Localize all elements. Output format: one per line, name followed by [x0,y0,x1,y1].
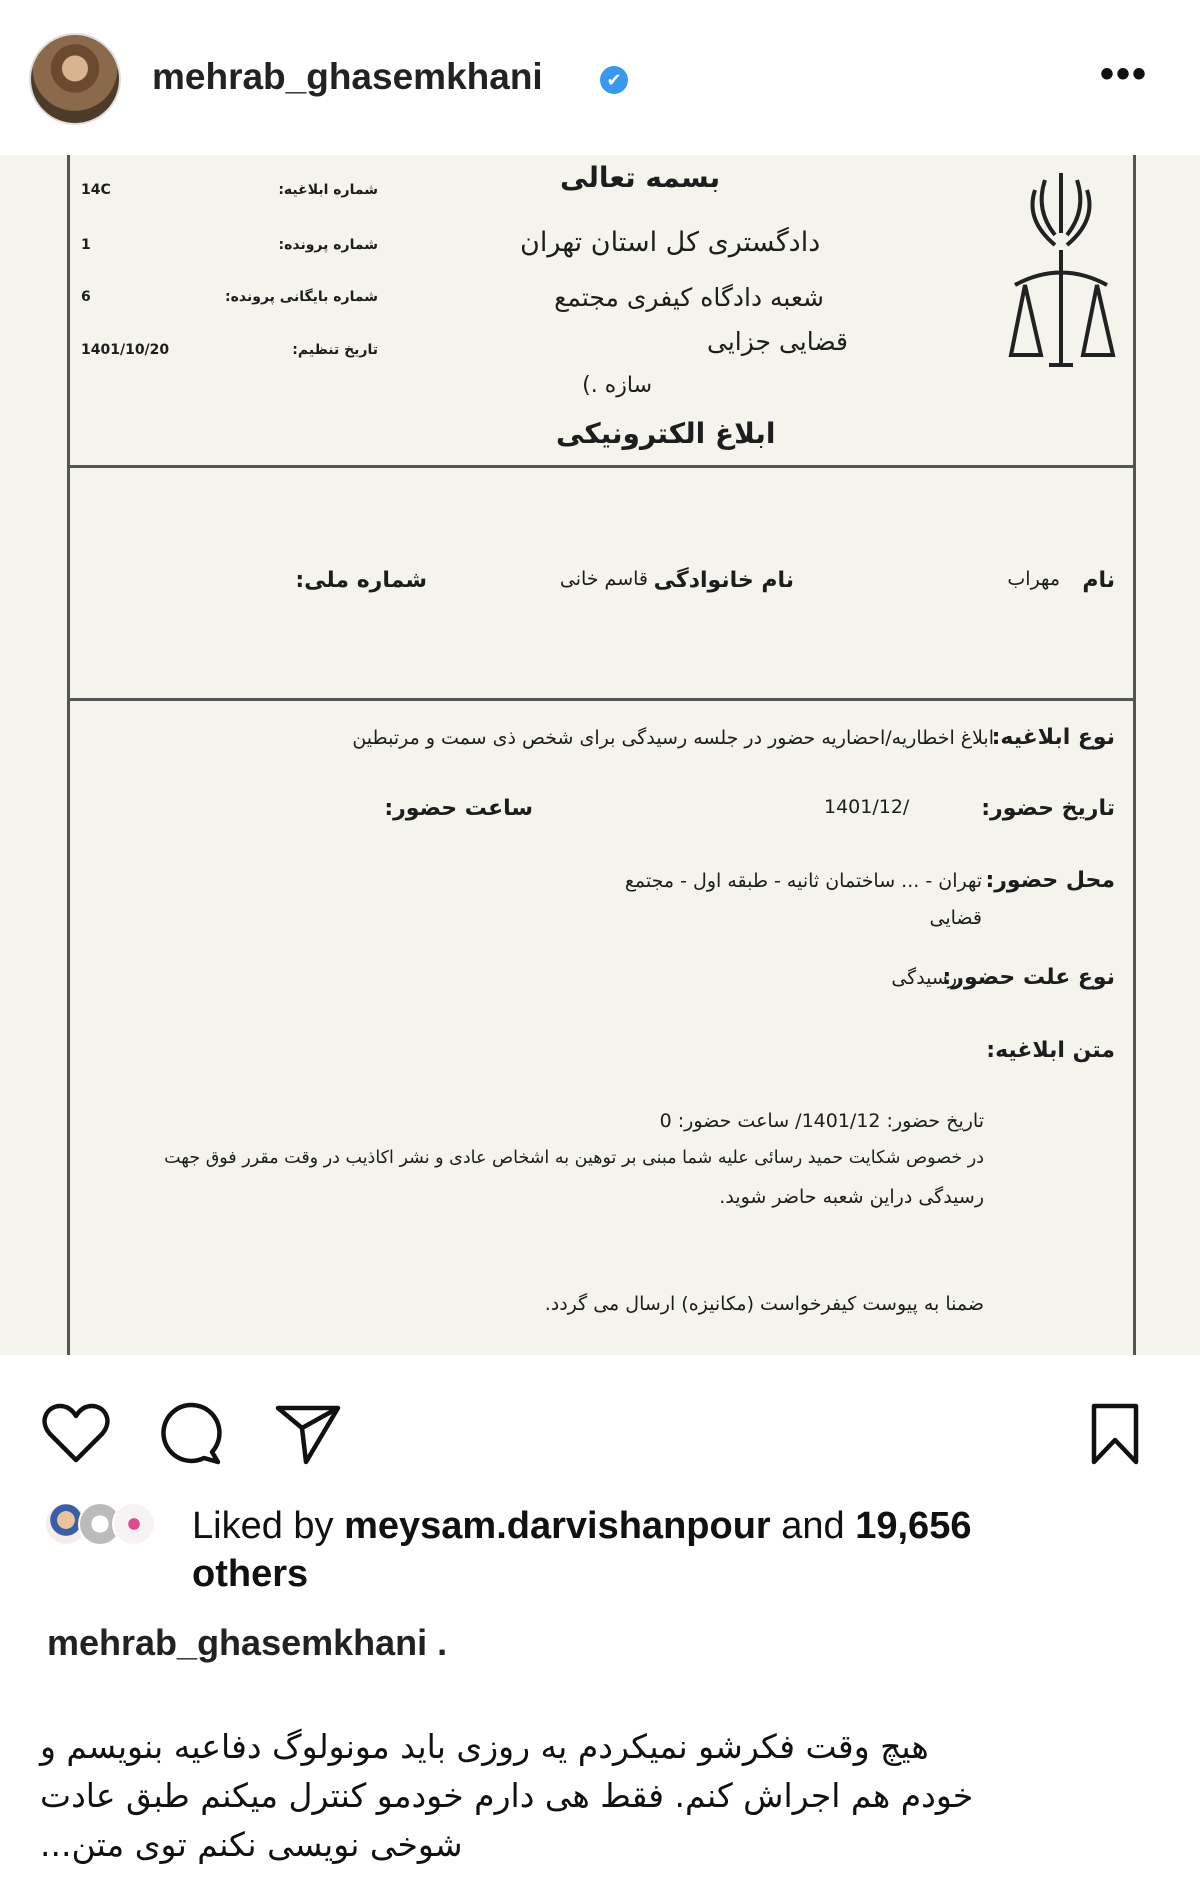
notice-type-label: نوع ابلاغیه: [991,725,1115,750]
first-name-label: نام [1082,568,1115,593]
meta-label: تاریخ تنظیم: [292,342,378,358]
date-value: 1401/12/ [824,796,910,818]
body-line: ضمنا به پیوست کیفرخواست (مکانیزه) ارسال می گردد. [544,1293,984,1315]
time-label: ساعت حضور: [384,796,533,821]
comment-icon[interactable] [158,1402,224,1466]
share-send-icon[interactable] [274,1402,342,1466]
border-line [67,155,70,1355]
body-line: رسیدگی دراین شعبه حاضر شوید. [719,1186,984,1208]
liked-by-text [192,1502,1092,1598]
likes-others[interactable]: others [192,1553,309,1595]
liked-middle: and [770,1505,856,1547]
date-label: تاریخ حضور: [981,796,1115,821]
doc-title-court: دادگستری کل استان تهران [520,227,821,258]
doc-heading: ابلاغ الکترونیکی [556,417,776,450]
post-image-document[interactable] [0,155,1200,1355]
liker-username-link[interactable]: meysam.darvishanpour [344,1505,771,1547]
last-name-value: قاسم خانی [559,568,648,590]
last-name-label: نام خانوادگی [653,568,794,593]
body-line: تاریخ حضور: 1401/12/ ساعت حضور: 0 [659,1110,984,1132]
meta-value: 14C [81,182,111,198]
more-options-button[interactable]: ••• [1099,52,1148,96]
liked-prefix: Liked by [192,1505,345,1547]
body-line: در خصوص شکایت حمید رسائی علیه شما مبنی بر توهین به اشخاص عادی و نشر اکاذیب در وقت مقرر فوق جهت [164,1148,984,1168]
caption-text [40,1722,1120,1869]
doc-branch-line3: سازه .) [582,373,652,398]
post-header [0,0,1200,155]
likes-count[interactable]: 19,656 [855,1505,972,1547]
avatar[interactable] [29,33,121,125]
like-heart-icon[interactable] [40,1402,112,1466]
verified-badge-icon: ✔ [600,66,628,94]
notice-type-value: ابلاغ اخطاریه/احضاریه حضور در جلسه رسیدگی برای شخص ذی سمت و مرتبطین [352,727,994,749]
meta-value: 6 [81,289,91,305]
place-value-line1: تهران - ... ساختمان ثانیه - طبقه اول - مجتمع [624,870,982,892]
national-id-label: شماره ملی: [295,568,427,593]
first-name-value: مهراب [1007,568,1060,590]
caption-username[interactable]: mehrab_ghasemkhani . [47,1622,448,1663]
doc-title-basmala: بسمه تعالی [560,161,721,194]
meta-value: 1 [81,237,91,253]
divider [67,698,1136,701]
meta-label: شماره بایگانی پرونده: [225,289,378,305]
caption-line: خودم هم اجراش کنم. فقط هی دارم خودمو کنترل میکنم طبق عادت [40,1776,974,1815]
doc-branch-line1: شعبه دادگاه کیفری مجتمع [554,283,824,312]
divider [67,465,1136,468]
meta-value: 1401/10/20 [81,342,170,358]
place-value-line2: قضایی [929,907,982,929]
meta-label: شماره ابلاغیه: [278,182,378,198]
place-label: محل حضور: [985,868,1115,893]
username-link[interactable]: mehrab_ghasemkhani [152,56,543,97]
reason-value: رسیدگی [891,967,957,989]
reason-label: نوع علت حضور: [942,965,1115,990]
liker-avatar [112,1502,156,1546]
doc-branch-line2: قضایی جزایی [707,327,848,356]
post-actions-bar [0,1390,1200,1470]
caption-line: شوخی نویسی نکنم توی متن... [40,1825,463,1864]
bookmark-icon[interactable] [1090,1402,1140,1466]
border-line [1133,155,1136,1355]
meta-label: شماره پرونده: [278,237,378,253]
caption-line: هیچ وقت فکرشو نمیکردم یه روزی باید مونولوگ دفاعیه بنویسم و [40,1727,929,1766]
emblem-icon [1005,165,1117,375]
text-label: متن ابلاغیه: [986,1038,1115,1063]
